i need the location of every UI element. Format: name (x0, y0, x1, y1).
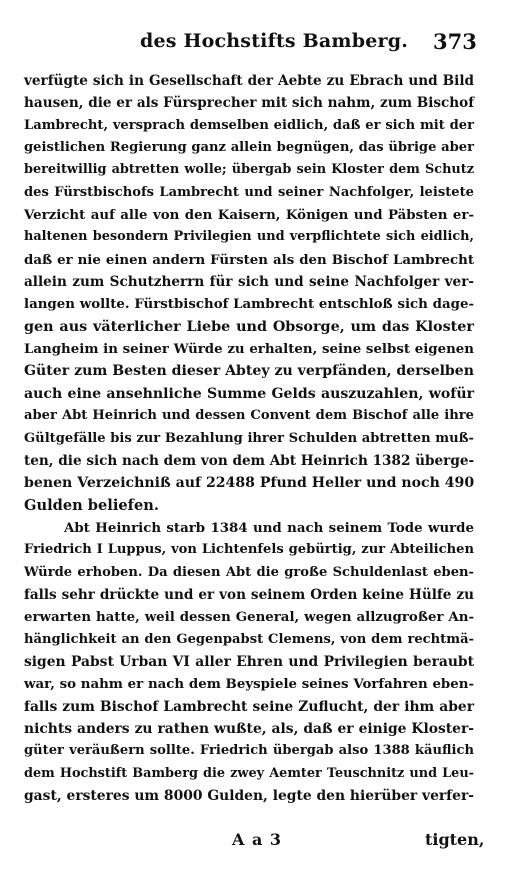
text-line: verfügte sich in Gesellschaft der Aebte zu Ebrach und Bild (24, 73, 474, 89)
text-line: falls zum Bischof Lambrecht seine Zuflucht, der ihm aber (24, 698, 474, 715)
text-line: allein zum Schutzherrn für sich und seine Nachfolger ver- (24, 274, 474, 291)
text-line: nichts anders zu rathen wußte, als, daß er einige Kloster- (24, 720, 474, 737)
text-line: Gulden beliefen. (24, 496, 159, 514)
text-line: sigen Pabst Urban VI aller Ehren und Privilegien beraubt (24, 653, 474, 670)
text-line: falls sehr drückte und er von seinem Orden keine Hülfe zu (24, 586, 474, 603)
text-line: Würde erhoben. Da diesen Abt die große Schuldenlast eben- (24, 564, 474, 580)
text-line: hänglichkeit an den Gegenpabst Clemens, von dem rechtmä- (24, 631, 474, 647)
text-line: gen aus väterlicher Liebe und Obsorge, um das Kloster (24, 318, 474, 335)
body-text (24, 70, 474, 807)
text-line: haltenen besondern Privilegien und verpflichtete sich eidlich, (24, 229, 474, 245)
signature-mark: A a 3 (232, 830, 283, 849)
catchword: tigten, (425, 830, 485, 849)
text-line: Abt Heinrich starb 1384 und nach seinem Tode wurde (64, 519, 474, 536)
paragraph-2 (24, 517, 474, 807)
text-line: Güter zum Besten dieser Abtey zu verpfänden, derselben (24, 363, 474, 380)
paragraph-1 (24, 70, 474, 517)
text-line: ten, die sich nach dem von dem Abt Heinrich 1382 überge- (24, 452, 475, 469)
text-line: langen wollte. Fürstbischof Lambrecht entschloß sich dage- (24, 296, 474, 313)
text-line: gast, ersteres um 8000 Gulden, legte den hierüber verfer- (24, 788, 474, 804)
text-line: dem Hochstift Bamberg die zwey Aemter Teuschnitz und Leu- (24, 765, 474, 781)
running-title: des Hochstifts Bamberg. (140, 30, 409, 52)
text-line: des Fürstbischofs Lambrecht und seiner Nachfolger, leistete (24, 184, 474, 200)
text-line: Langheim in seiner Würde zu erhalten, seine selbst eigenen (24, 341, 474, 358)
text-line: bereitwillig abtretten wolle; übergab sein Kloster dem Schutz (24, 162, 474, 178)
page-number: 373 (433, 29, 477, 54)
text-line: geistlichen Regierung ganz allein begnügen, das übrige aber (24, 140, 474, 156)
text-line: daß er nie einen andern Fürsten als den Bischof Lambrecht (24, 251, 474, 268)
text-line: güter veräußern sollte. Friedrich übergab also 1388 käuflich (24, 743, 474, 759)
text-line: war, so nahm er nach dem Beyspiele seines Vorfahren eben- (24, 676, 474, 693)
text-line: Lambrecht, versprach demselben eidlich, daß er sich mit der (24, 117, 474, 133)
text-line: auch eine ansehnliche Summe Gelds auszuzahlen, wofür (24, 385, 474, 402)
text-line: benen Verzeichniß auf 22488 Pfund Heller und noch 490 (24, 475, 475, 492)
text-line: Friedrich I Luppus, von Lichtenfels gebürtig, zur Abteilichen (24, 542, 474, 558)
page-footer (0, 830, 514, 854)
text-line: hausen, die er als Fürsprecher mit sich nahm, zum Bischof (24, 95, 475, 112)
text-line: Verzicht auf alle von den Kaisern, Königen und Päbsten er- (24, 207, 474, 224)
text-line: aber Abt Heinrich und dessen Convent dem Bischof alle ihre (24, 408, 474, 424)
text-line: erwarten hatte, weil dessen General, wegen allzugroßer An- (24, 609, 474, 626)
text-line: Gültgefälle bis zur Bezahlung ihrer Schulden abtretten muß- (24, 430, 474, 446)
